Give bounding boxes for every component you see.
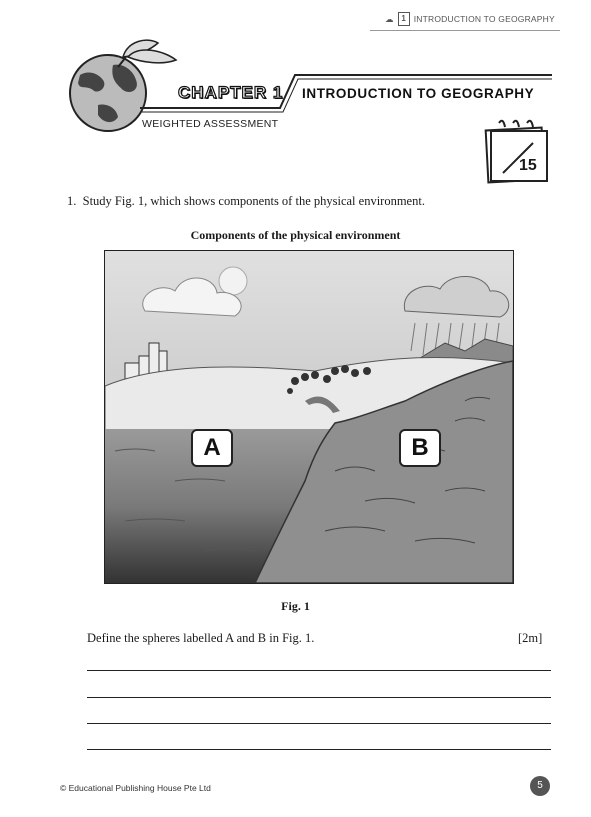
- label-a: A: [191, 429, 233, 467]
- figure-title: Components of the physical environment: [190, 228, 401, 242]
- copyright-text: © Educational Publishing House Pte Ltd: [60, 783, 211, 793]
- chapter-badge: 1: [398, 12, 410, 26]
- chapter-title: INTRODUCTION TO GEOGRAPHY: [302, 86, 535, 101]
- running-header: [385, 12, 555, 26]
- label-b: B: [399, 429, 441, 467]
- section-title: WEIGHTED ASSESSMENT: [142, 118, 279, 130]
- question-text: Study Fig. 1, which shows components of the physical environment.: [82, 194, 425, 208]
- answer-line[interactable]: [87, 749, 551, 750]
- figure-caption: Fig. 1: [281, 599, 310, 613]
- task-text: Define the spheres labelled A and B in Fig. 1.: [87, 631, 315, 645]
- answer-line[interactable]: [87, 670, 551, 671]
- chapter-label: CHAPTER 1: [178, 83, 284, 102]
- figure-illustration: [104, 250, 514, 584]
- running-title: INTRODUCTION TO GEOGRAPHY: [413, 14, 555, 24]
- answer-line[interactable]: [87, 723, 551, 724]
- landscape-illustration: [105, 251, 513, 583]
- score-calendar: [483, 117, 549, 185]
- calendar-icon: [483, 117, 549, 185]
- page-number: 5: [530, 776, 550, 796]
- question-prompt: [67, 194, 425, 209]
- answer-line[interactable]: [87, 697, 551, 698]
- header-rule: [370, 30, 560, 31]
- score-total: 15: [519, 157, 537, 174]
- marks-label: [2m]: [518, 631, 543, 645]
- question-number: 1.: [67, 194, 77, 208]
- cloud-icon: ☁: [385, 13, 394, 24]
